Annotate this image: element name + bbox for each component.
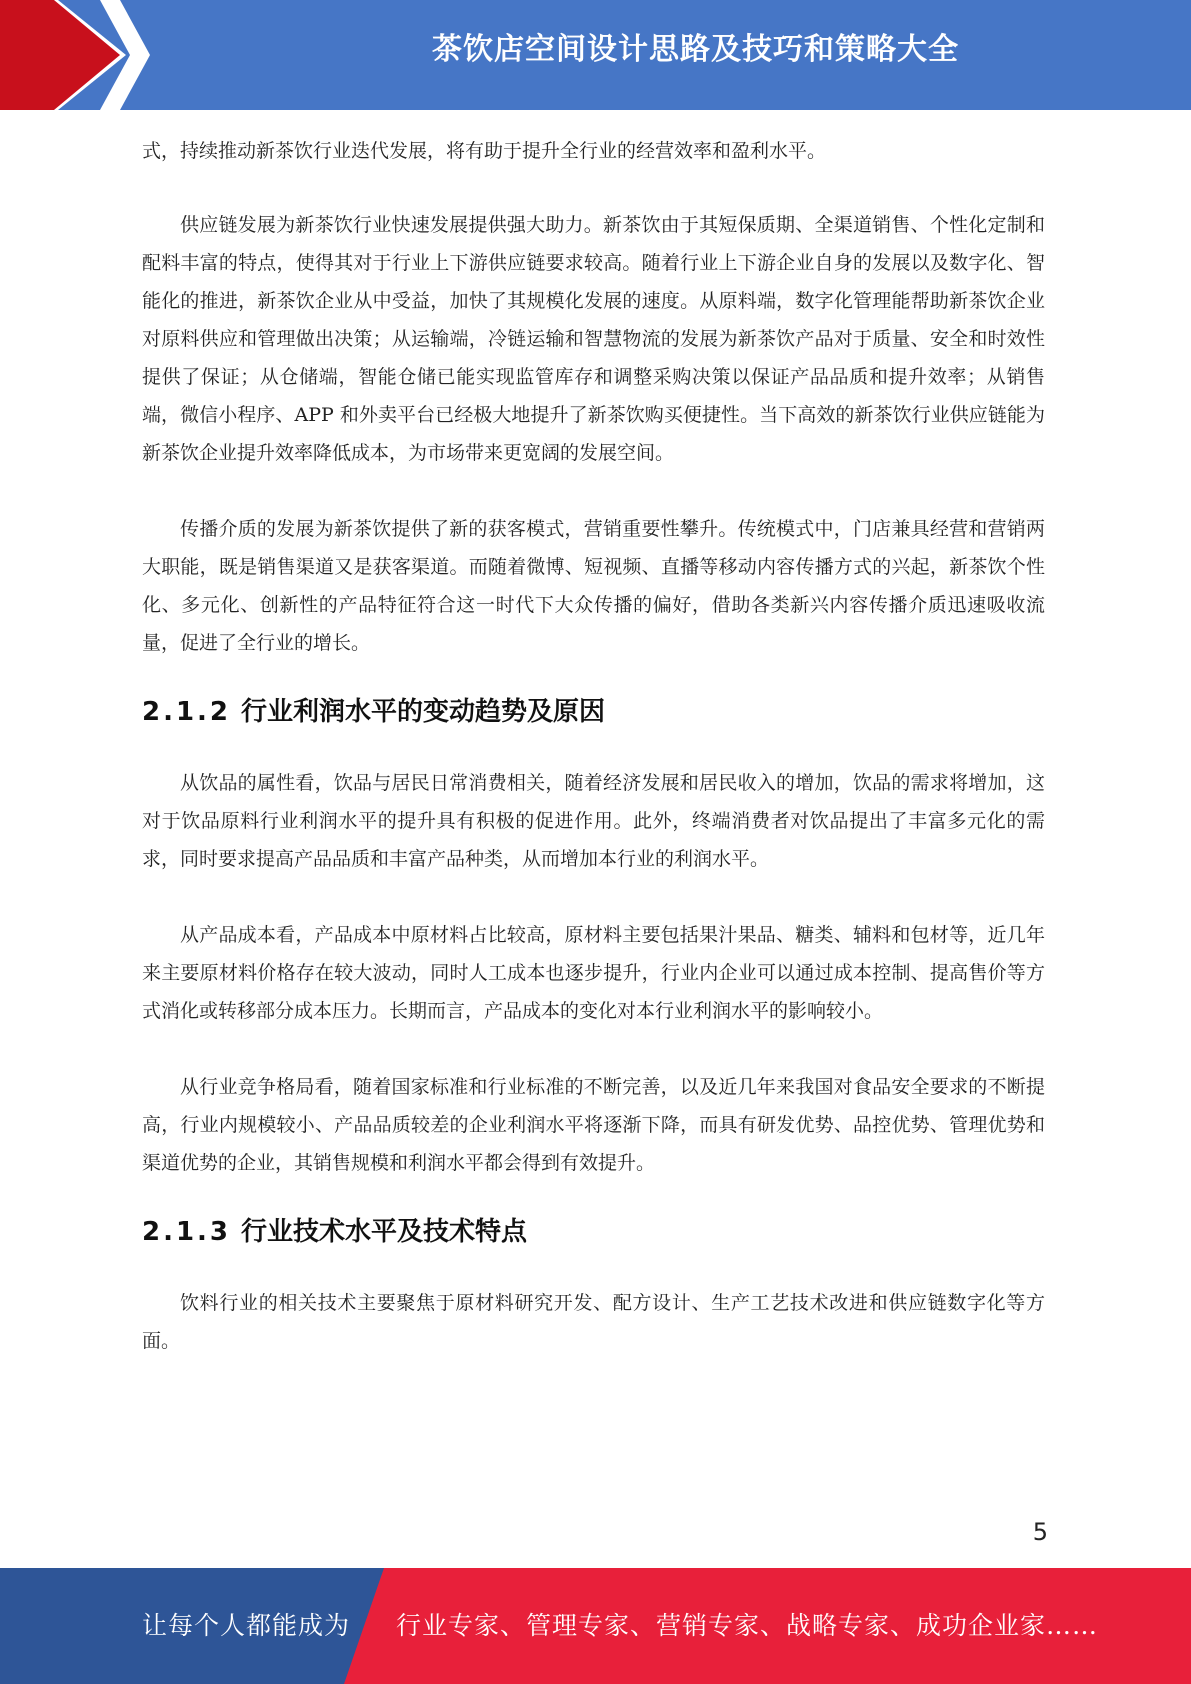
- section-title: 行业技术水平及技术特点: [241, 1217, 528, 1247]
- section-number: 2.1.3: [142, 1217, 232, 1247]
- paragraph-beverage-attributes: 从饮品的属性看，饮品与居民日常消费相关，随着经济发展和居民收入的增加，饮品的需求将增加，这对于饮品原料行业利润水平的提升具有积极的促进作用。此外，终端消费者对饮品提出了丰富多元化的需求，同时要求提高产品品质和丰富产品种类，从而增加本行业的利润水平。: [142, 772, 1045, 870]
- header-arrow-decoration: [0, 0, 160, 110]
- section-heading-2-1-3: [142, 1212, 1045, 1252]
- paragraph-media: 传播介质的发展为新茶饮提供了新的获客模式，营销重要性攀升。传统模式中，门店兼具经营和营销两大职能，既是销售渠道又是获客渠道。而随着微博、短视频、直播等移动内容传播方式的兴起，新茶饮个性化、多元化、创新性的产品特征符合这一时代下大众传播的偏好，借助各类新兴内容传播介质迅速吸收流量，促进了全行业的增长。: [142, 518, 1045, 654]
- footer-slogan-right: 行业专家、管理专家、营销专家、战略专家、成功企业家……: [396, 1611, 1099, 1640]
- section-heading-2-1-2: [142, 692, 1045, 732]
- page-content: [142, 132, 1045, 1360]
- page-number: 5: [1032, 1518, 1048, 1546]
- paragraph-competition: 从行业竞争格局看，随着国家标准和行业标准的不断完善，以及近几年来我国对食品安全要求的不断提高，行业内规模较小、产品品质较差的企业利润水平将逐渐下降，而具有研发优势、品控优势、管理优势和渠道优势的企业，其销售规模和利润水平都会得到有效提升。: [142, 1076, 1045, 1174]
- page-footer: [0, 1568, 1191, 1684]
- paragraph-supply-chain: 供应链发展为新茶饮行业快速发展提供强大助力。新茶饮由于其短保质期、全渠道销售、个性化定制和配料丰富的特点，使得其对于行业上下游供应链要求较高。随着行业上下游企业自身的发展以及数字化、智能化的推进，新茶饮企业从中受益，加快了其规模化发展的速度。从原料端，数字化管理能帮助新茶饮企业对原料供应和管理做出决策；从运输端，冷链运输和智慧物流的发展为新茶饮产品对于质量、安全和时效性提供了保证；从仓储端，智能仓储已能实现监管库存和调整采购决策以保证产品品质和提升效率；从销售端，微信小程序、APP 和外卖平台已经极大地提升了新茶饮购买便捷性。当下高效的新茶饮行业供应链能为新茶饮企业提升效率降低成本，为市场带来更宽阔的发展空间。: [142, 214, 1045, 464]
- paragraph-continued: 式，持续推动新茶饮行业迭代发展，将有助于提升全行业的经营效率和盈利水平。: [142, 140, 827, 162]
- page-header: [0, 0, 1191, 110]
- section-title: 行业利润水平的变动趋势及原因: [241, 697, 606, 727]
- section-number: 2.1.2: [142, 697, 232, 727]
- document-title: 茶饮店空间设计思路及技巧和策略大全: [432, 32, 959, 67]
- footer-slogan-left: 让每个人都能成为: [142, 1611, 351, 1640]
- paragraph-technology: 饮料行业的相关技术主要聚焦于原材料研究开发、配方设计、生产工艺技术改进和供应链数字化等方面。: [142, 1292, 1045, 1352]
- paragraph-product-cost: 从产品成本看，产品成本中原材料占比较高，原材料主要包括果汁果品、糖类、辅料和包材等，近几年来主要原材料价格存在较大波动，同时人工成本也逐步提升，行业内企业可以通过成本控制、提高售价等方式消化或转移部分成本压力。长期而言，产品成本的变化对本行业利润水平的影响较小。: [142, 924, 1045, 1022]
